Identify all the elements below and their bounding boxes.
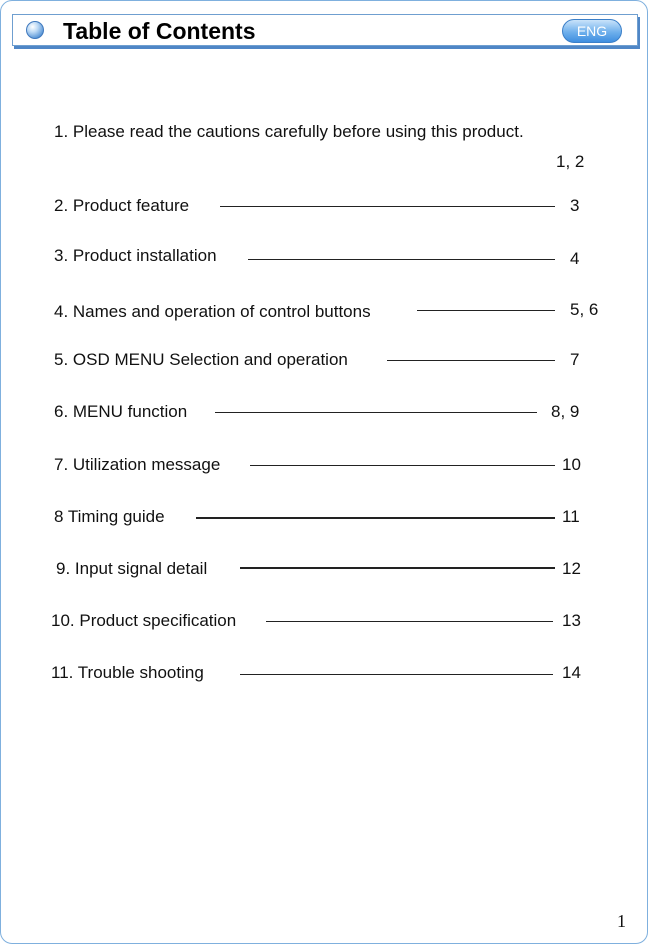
toc-leader-line <box>250 465 555 466</box>
toc-entry-label: 11. Trouble shooting <box>51 663 204 682</box>
toc-entry-label: 7. Utilization message <box>54 455 221 474</box>
page-title: Table of Contents <box>63 18 256 44</box>
toc-entry-label: 5. OSD MENU Selection and operation <box>54 350 348 369</box>
page-number: 1 <box>617 911 626 931</box>
toc-leader-line <box>215 412 537 413</box>
toc-leader-line <box>240 674 553 675</box>
toc-entry-label: 1. Please read the cautions carefully before using this product. <box>54 122 524 141</box>
toc-leader-line <box>387 360 555 361</box>
header-bar <box>12 14 638 46</box>
bullet-icon <box>26 21 44 39</box>
toc-entry-page: 13 <box>562 611 581 630</box>
toc-leader-line <box>248 259 555 260</box>
toc-entry-page: 12 <box>562 559 581 578</box>
toc-entry-page: 5, 6 <box>570 300 599 319</box>
toc-entry-page: 1, 2 <box>556 152 585 171</box>
language-badge: ENG <box>562 19 622 43</box>
toc-entry-label: 9. Input signal detail <box>56 559 208 578</box>
toc-entry-page: 3 <box>570 196 580 215</box>
toc-leader-line <box>220 206 555 207</box>
toc-entry-label: 6. MENU function <box>54 402 188 421</box>
toc-leader-line <box>266 621 553 622</box>
toc-entry-page: 7 <box>570 350 580 369</box>
toc-entry-label: 10. Product specification <box>51 611 237 630</box>
toc-entry-page: 10 <box>562 455 581 474</box>
toc-entry-page: 4 <box>570 249 580 268</box>
toc-entry-page: 14 <box>562 663 581 682</box>
toc-entry-label: 2. Product feature <box>54 196 190 215</box>
toc-entry-page: 11 <box>562 507 580 526</box>
toc-entry-label: 4. Names and operation of control buttons <box>54 302 371 321</box>
toc-leader-line <box>196 517 555 519</box>
toc-entry-label: 8 Timing guide <box>54 507 165 526</box>
toc-leader-line <box>417 310 555 311</box>
toc-entry-label: 3. Product installation <box>54 246 217 265</box>
toc-leader-line <box>240 567 555 569</box>
toc-entry-page: 8, 9 <box>551 402 580 421</box>
